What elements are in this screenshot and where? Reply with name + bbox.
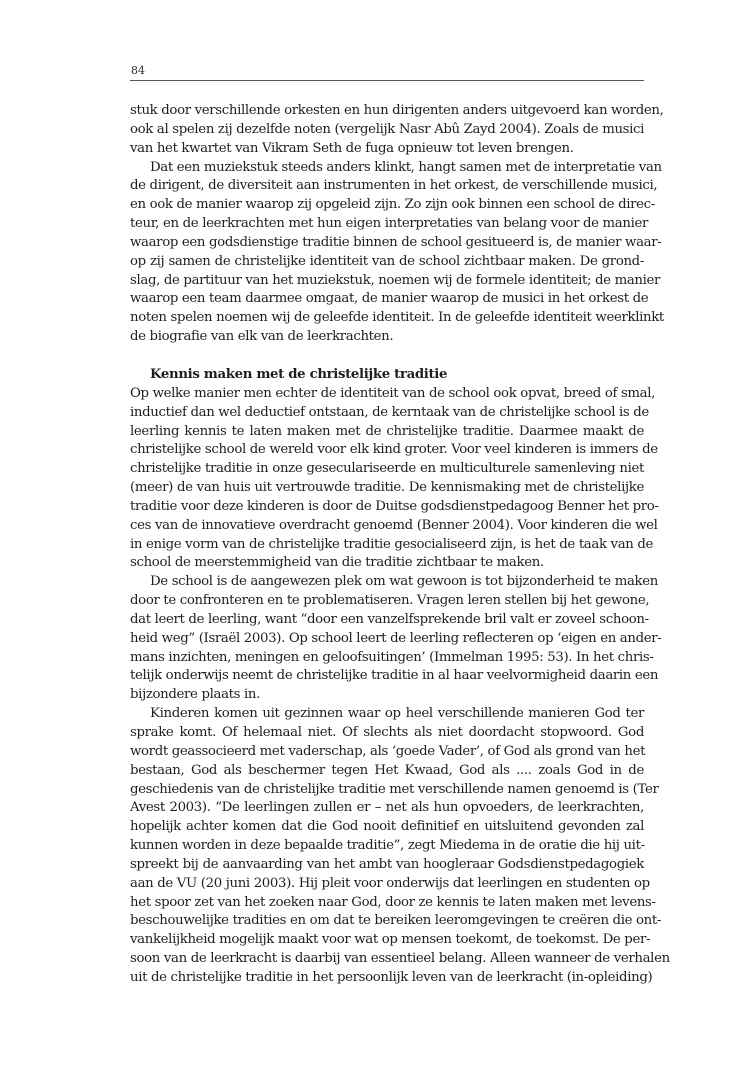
text-line: Avest 2003). “De leerlingen zullen er – net als hun opvoeders, de leerkrachten, — [130, 800, 644, 816]
paragraph — [130, 385, 659, 573]
text-line: heid weg” (Israël 2003). Op school leert de leerling reflecteren op ‘eigen en ander- — [130, 630, 662, 646]
text-line: kunnen worden in deze bepaalde traditie”, zegt Miedema in de oratie die hij uit- — [130, 838, 645, 854]
text-line: (meer) de van huis uit vertrouwde traditie. De kennismaking met de christelijke — [130, 480, 644, 496]
paragraph — [130, 102, 664, 159]
text-line: de biografie van elk van de leerkrachten. — [130, 329, 394, 345]
text-line: de dirigent, de diversiteit aan instrumenten in het orkest, de verschillende musici, — [130, 178, 658, 194]
text-line: leerling kennis te laten maken met de christelijke traditie. Daarmee maakt de — [130, 423, 644, 439]
text-line: christelijke traditie in onze geseculariseerde en multiculturele samenleving niet — [130, 461, 644, 477]
text-line: in enige vorm van de christelijke traditie gesocialiseerd zijn, is het de taak van de — [130, 536, 654, 552]
text-line: op zij samen de christelijke identiteit van de school zichtbaar maken. De grond- — [130, 253, 644, 269]
text-line: van het kwartet van Vikram Seth de fuga opnieuw tot leven brengen. — [130, 140, 574, 156]
text-line: Op welke manier men echter de identiteit van de school ook opvat, breed of smal, — [130, 385, 656, 401]
text-line: slag, de partituur van het muziekstuk, noemen wij de formele identiteit; de manier — [130, 272, 661, 288]
text-line: De school is de aangewezen plek om wat gewoon is tot bijzonderheid te maken — [150, 574, 658, 590]
paragraph — [130, 159, 664, 347]
text-line: geschiedenis van de christelijke traditie met verschillende namen genoemd is (Ter — [130, 781, 659, 797]
text-line: waarop een godsdienstige traditie binnen de school gesitueerd is, de manier waar- — [130, 234, 662, 250]
text-line: spreekt bij de aanvaarding van het ambt van hoogleraar Godsdienstpedagogiek — [130, 856, 644, 872]
text-line: hopelijk achter komen dat die God nooit definitief en uitsluitend gevonden zal — [130, 819, 644, 835]
text-line: ook al spelen zij dezelfde noten (vergelijk Nasr Abû Zayd 2004). Zoals de musici — [130, 121, 645, 137]
paragraph — [130, 705, 670, 988]
text-line: stuk door verschillende orkesten en hun dirigenten anders uitgevoerd kan worden, — [130, 103, 664, 118]
text-line: Dat een muziekstuk steeds anders klinkt, hangt samen met de interpretatie van — [150, 159, 662, 175]
text-line: uit de christelijke traditie in het persoonlijk leven van de leerkracht (in-opleiding) — [130, 969, 653, 985]
text-line: door te confronteren en te problematiseren. Vragen leren stellen bij het gewone, — [130, 593, 650, 609]
text-line: Kinderen komen uit gezinnen waar op heel verschillende manieren God ter — [150, 706, 644, 722]
text-line: aan de VU (20 juni 2003). Hij pleit voor onderwijs dat leerlingen en studenten op — [130, 875, 650, 891]
text-line: mans inzichten, meningen en geloofsuitingen’ (Immelman 1995: 53). In het chris- — [130, 649, 654, 665]
text-line: teur, en de leerkrachten met hun eigen interpretaties van belang voor de manier — [130, 216, 648, 232]
text-line: bijzondere plaats in. — [130, 687, 261, 703]
text-line: wordt geassocieerd met vaderschap, als ‘goede Vader’, of God als grond van het — [130, 743, 646, 759]
text-line: christelijke school de wereld voor elk kind groter. Voor veel kinderen is immers de — [130, 442, 658, 458]
text-line: soon van de leerkracht is daarbij van essentieel belang. Alleen wanneer de verhalen — [130, 951, 670, 967]
text-line: bestaan, God als beschermer tegen Het Kwaad, God als .... zoals God in de — [130, 762, 644, 778]
text-line: traditie voor deze kinderen is door de Duitse godsdienstpedagoog Benner het pro- — [130, 498, 659, 514]
text-line: ces van de innovatieve overdracht genoemd (Benner 2004). Voor kinderen die wel — [130, 517, 658, 533]
section-gap — [130, 347, 644, 366]
header-rule — [130, 80, 644, 81]
text-line: het spoor zet van het zoeken naar God, door ze kennis te laten maken met levens- — [130, 894, 656, 910]
text-line: noten spelen noemen wij de geleefde identiteit. In de geleefde identiteit weerklinkt — [130, 310, 664, 326]
section-heading: Kennis maken met de christelijke traditie — [150, 366, 448, 382]
text-line: sprake komt. Of helemaal niet. Of slechts als niet doordacht stopwoord. God — [130, 725, 644, 740]
text-line: school de meerstemmigheid van die traditie zichtbaar te maken. — [130, 555, 544, 571]
text-line: en ook de manier waarop zij opgeleid zijn. Zo zijn ook binnen een school de direc- — [130, 197, 655, 213]
text-line: telijk onderwijs neemt de christelijke traditie in al haar veelvormigheid daarin een — [130, 668, 659, 684]
text-line: dat leert de leerling, want “door een vanzelfsprekende bril valt er zoveel schoon- — [130, 611, 649, 627]
text-line: beschouwelijke tradities en om dat te bereiken leeromgevingen te creëren die ont- — [130, 913, 662, 929]
text-line: waarop een team daarmee omgaat, de manier waarop de musici in het orkest de — [130, 291, 649, 307]
paragraph — [130, 573, 662, 705]
text-line: inductief dan wel deductief ontstaan, de kerntaak van de christelijke school is de — [130, 404, 649, 420]
text-line: vankelijkheid mogelijk maakt voor wat op mensen toekomt, de toekomst. De per- — [130, 932, 651, 948]
page-number: 84 — [131, 64, 145, 77]
body-text — [130, 102, 670, 988]
